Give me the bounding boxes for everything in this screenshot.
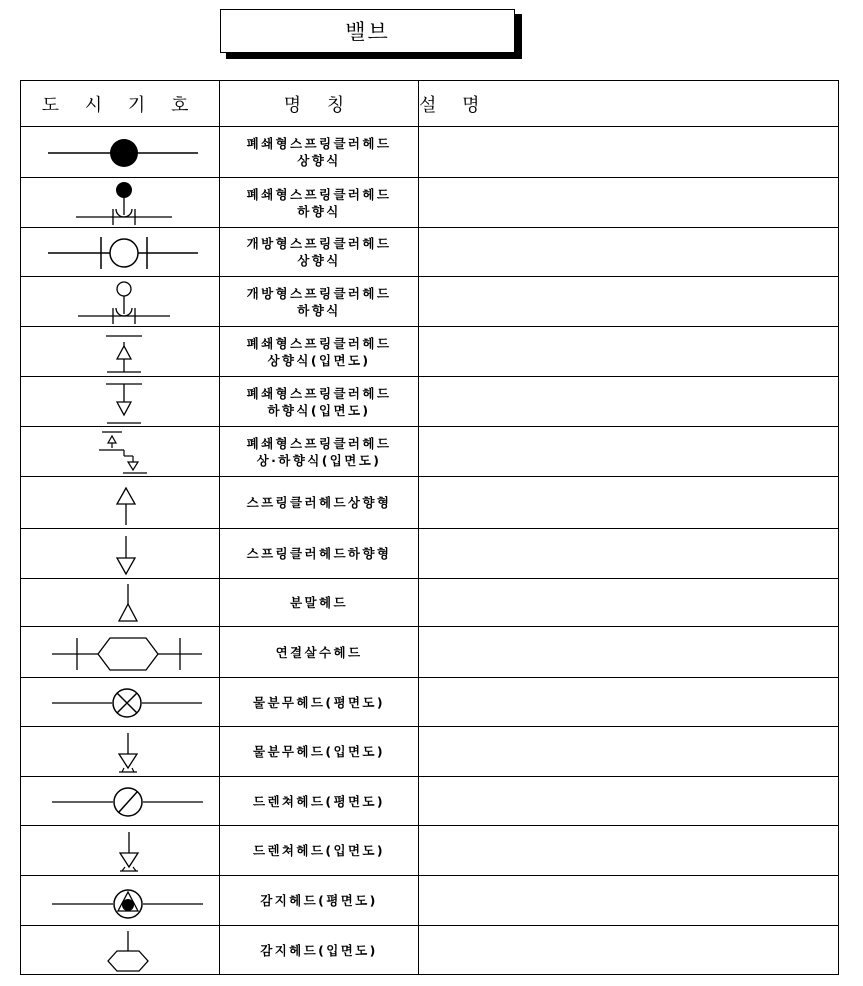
table-row <box>21 277 839 327</box>
description-cell <box>419 427 839 477</box>
closed-sprinkler-upright-icon <box>21 128 219 176</box>
name-cell <box>220 579 419 627</box>
detection-head-plan-icon <box>21 877 219 925</box>
name-cell <box>220 727 419 777</box>
closed-sprinkler-pendent-icon <box>21 179 219 227</box>
table-row <box>21 327 839 377</box>
table-row <box>21 477 839 529</box>
symbol-cell <box>21 427 220 477</box>
drencher-head-plan-icon <box>21 778 219 824</box>
symbol-cell <box>21 228 220 277</box>
name-line-1: 폐쇄형스프링클러헤드 <box>246 186 392 202</box>
closed-sprinkler-pendent-elevation-icon <box>21 378 219 426</box>
name-cell <box>220 327 419 377</box>
symbol-cell <box>21 178 220 228</box>
table-row <box>21 579 839 627</box>
connected-sprinkler-head-icon <box>21 628 219 676</box>
symbol-cell <box>21 727 220 777</box>
table-row <box>21 926 839 975</box>
name-line-2: 상향식(입면도) <box>267 352 371 368</box>
table-row <box>21 777 839 826</box>
name-line-1: 스프링클러헤드상향형 <box>246 495 392 510</box>
water-spray-head-plan-icon <box>21 679 219 725</box>
name-cell <box>220 876 419 926</box>
description-cell <box>419 727 839 777</box>
symbol-cell <box>21 477 220 529</box>
name-cell <box>220 228 419 277</box>
name-cell <box>220 178 419 228</box>
name-line-2: 상향식 <box>297 253 341 268</box>
table-row <box>21 678 839 727</box>
name-line-2: 하향식(입면도) <box>267 402 371 418</box>
description-cell <box>419 377 839 427</box>
table-row <box>21 876 839 926</box>
water-spray-head-elevation-icon <box>21 728 219 776</box>
symbol-cell <box>21 377 220 427</box>
description-cell <box>419 127 839 178</box>
name-line-1: 분말헤드 <box>290 595 348 610</box>
name-cell <box>220 627 419 678</box>
name-cell <box>220 127 419 178</box>
name-line-1: 연결살수헤드 <box>275 644 363 660</box>
description-cell <box>419 876 839 926</box>
name-cell <box>220 777 419 826</box>
detection-head-elevation-icon <box>21 927 219 973</box>
name-line-1: 폐쇄형스프링클러헤드 <box>246 136 392 151</box>
table-row <box>21 727 839 777</box>
name-cell <box>220 277 419 327</box>
name-cell <box>220 377 419 427</box>
name-line-1: 개방형스프링클러헤드 <box>246 285 392 301</box>
table-row <box>21 127 839 178</box>
name-line-2: 상향식 <box>297 153 341 168</box>
table-row <box>21 377 839 427</box>
description-cell <box>419 926 839 975</box>
name-line-1: 드렌쳐헤드(입면도) <box>252 843 386 858</box>
name-line-1: 드렌쳐헤드(평면도) <box>252 793 386 809</box>
table-row <box>21 228 839 277</box>
powder-head-icon <box>21 580 219 626</box>
name-line-2: 상·하향식(입면도) <box>256 452 382 468</box>
header-name: 명 칭 <box>220 81 419 127</box>
name-line-1: 폐쇄형스프링클러헤드 <box>246 435 392 451</box>
table-row <box>21 627 839 678</box>
name-line-1: 감지헤드(평면도) <box>260 893 378 908</box>
name-line-1: 개방형스프링클러헤드 <box>246 236 392 251</box>
name-line-1: 물분무헤드(입면도) <box>252 744 386 759</box>
name-line-1: 스프링클러헤드하향형 <box>246 546 392 561</box>
sprinkler-upright-icon <box>21 478 219 528</box>
symbol-cell <box>21 876 220 926</box>
description-cell <box>419 178 839 228</box>
symbol-cell <box>21 127 220 178</box>
name-line-1: 물분무헤드(평면도) <box>252 694 386 710</box>
description-cell <box>419 327 839 377</box>
name-cell <box>220 678 419 727</box>
name-cell <box>220 427 419 477</box>
name-line-2: 하향식 <box>297 302 341 318</box>
symbol-cell <box>21 777 220 826</box>
description-cell <box>419 627 839 678</box>
table-row <box>21 178 839 228</box>
name-line-1: 감지헤드(입면도) <box>260 942 378 958</box>
page-title: 밸브 <box>220 9 515 53</box>
description-cell <box>419 777 839 826</box>
closed-sprinkler-upright-elevation-icon <box>21 328 219 376</box>
name-cell <box>220 477 419 529</box>
sprinkler-pendent-icon <box>21 530 219 578</box>
description-cell <box>419 826 839 876</box>
symbol-cell <box>21 579 220 627</box>
symbol-cell <box>21 327 220 377</box>
name-line-1: 폐쇄형스프링클러헤드 <box>246 385 392 401</box>
symbol-cell <box>21 678 220 727</box>
drencher-head-elevation-icon <box>21 827 219 875</box>
description-cell <box>419 277 839 327</box>
symbol-cell <box>21 926 220 975</box>
description-cell <box>419 228 839 277</box>
header-description: 설 명 <box>419 81 839 127</box>
description-cell <box>419 678 839 727</box>
name-cell <box>220 529 419 579</box>
symbol-cell <box>21 826 220 876</box>
symbol-cell <box>21 277 220 327</box>
open-sprinkler-upright-icon <box>21 229 219 275</box>
closed-sprinkler-up-down-elevation-icon <box>21 428 219 476</box>
open-sprinkler-pendent-icon <box>21 278 219 326</box>
name-cell <box>220 926 419 975</box>
table-row <box>21 427 839 477</box>
name-line-1: 폐쇄형스프링클러헤드 <box>246 335 392 351</box>
description-cell <box>419 477 839 529</box>
header-symbol: 도 시 기 호 <box>21 81 220 127</box>
name-cell <box>220 826 419 876</box>
symbol-cell <box>21 529 220 579</box>
description-cell <box>419 529 839 579</box>
name-line-2: 하향식 <box>297 203 341 219</box>
symbol-cell <box>21 627 220 678</box>
symbol-table <box>20 80 839 975</box>
description-cell <box>419 579 839 627</box>
table-row <box>21 529 839 579</box>
table-header-row <box>21 81 839 127</box>
table-row <box>21 826 839 876</box>
